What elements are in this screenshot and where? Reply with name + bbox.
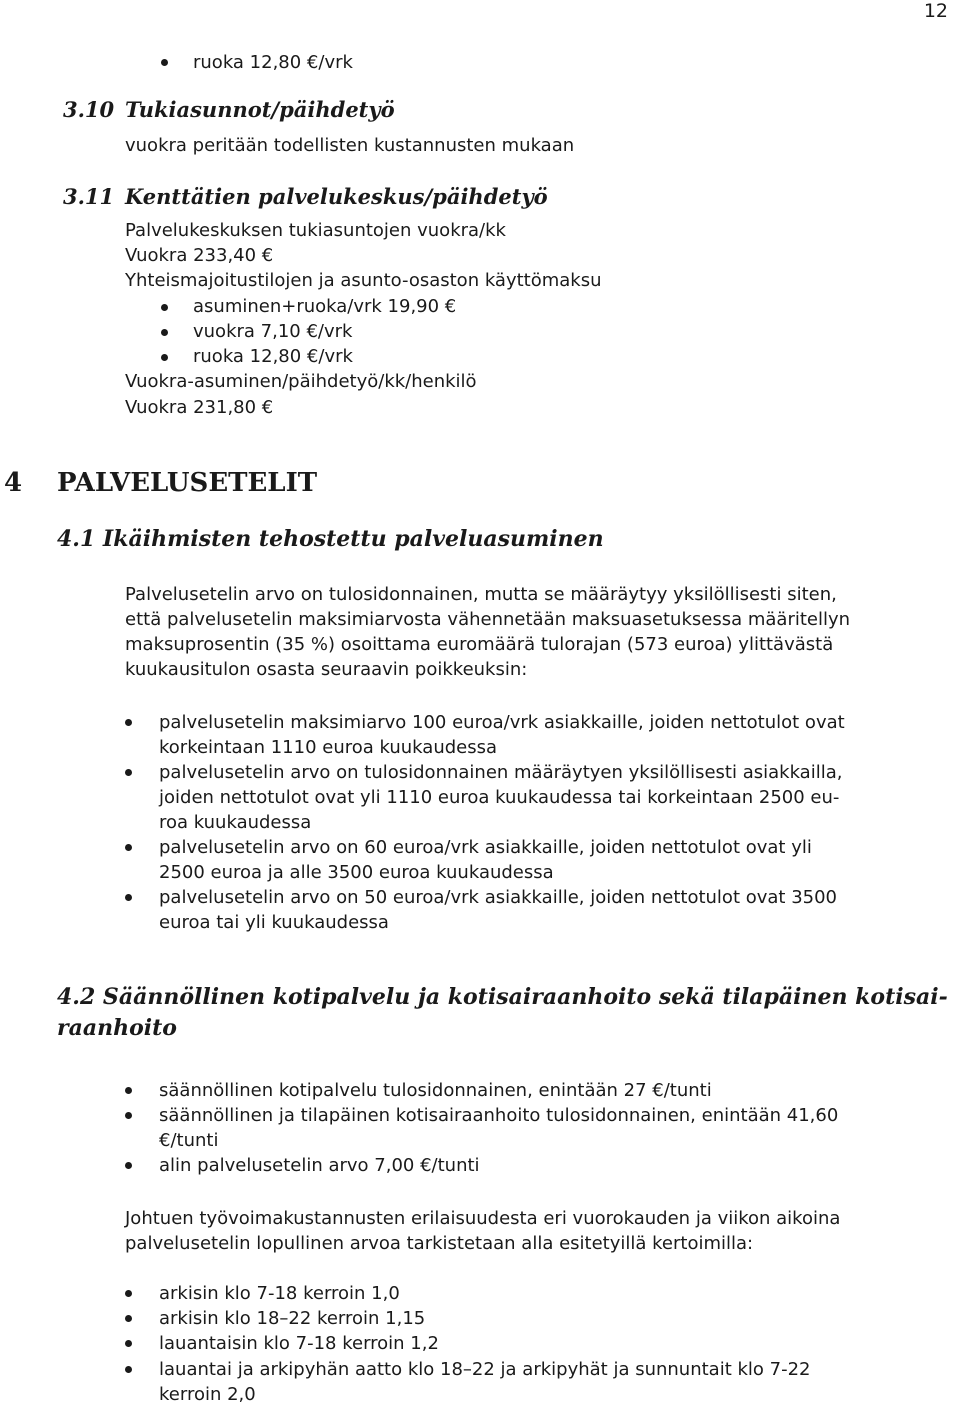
section-4-2-bullet: säännöllinen ja tilapäinen kotisairaanhoito tulosidonnainen, enintään 41,60: [159, 1105, 839, 1126]
section-3-11-line: Vuokra 233,40 €: [125, 245, 274, 266]
section-3-11-bullet: ruoka 12,80 €/vrk: [193, 346, 353, 367]
section-4-1-paragraph: maksuprosentin (35 %) osoittama euromäärä tulorajan (573 euroa) ylittävästä: [125, 634, 834, 655]
section-4-2-title: 4.2 Säännöllinen kotipalvelu ja kotisairaanhoito sekä tilapäinen kotisai-: [57, 984, 948, 1010]
section-3-11-line: Vuokra-asuminen/päihdetyö/kk/henkilö: [125, 371, 477, 392]
bullet-icon: [161, 304, 168, 311]
section-3-11-bullet: asuminen+ruoka/vrk 19,90 €: [193, 296, 457, 317]
bullet-icon: [125, 1366, 132, 1373]
bullet-icon: [125, 1162, 132, 1169]
coefficient-item: lauantaisin klo 7-18 kerroin 1,2: [159, 1333, 439, 1354]
section-4-1-bullet: euroa tai yli kuukaudessa: [159, 912, 389, 933]
section-4-1-paragraph: kuukausitulon osasta seuraavin poikkeuksin:: [125, 659, 528, 680]
coefficient-item: arkisin klo 18–22 kerroin 1,15: [159, 1308, 426, 1329]
chapter-4-title: PALVELUSETELIT: [57, 468, 318, 498]
section-3-11-line: Vuokra 231,80 €: [125, 397, 274, 418]
page-number: 12: [923, 0, 948, 22]
bullet-icon: [161, 59, 168, 66]
bullet-icon: [125, 1315, 132, 1322]
section-4-2-bullet: €/tunti: [159, 1130, 219, 1151]
section-3-11-number: 3.11: [63, 184, 115, 209]
bullet-icon: [125, 1290, 132, 1297]
section-4-1-bullet: palvelusetelin arvo on 50 euroa/vrk asiakkaille, joiden nettotulot ovat 3500: [159, 887, 838, 908]
section-4-1-bullet: palvelusetelin arvo on tulosidonnainen määräytyen yksilöllisesti asiakkailla,: [159, 762, 843, 783]
section-4-1-bullet: palvelusetelin maksimiarvo 100 euroa/vrk asiakkaille, joiden nettotulot ovat: [159, 712, 845, 733]
section-4-1-bullet: korkeintaan 1110 euroa kuukaudessa: [159, 737, 498, 758]
section-4-2-bullet: alin palvelusetelin arvo 7,00 €/tunti: [159, 1155, 480, 1176]
coefficient-item: arkisin klo 7-18 kerroin 1,0: [159, 1283, 400, 1304]
chapter-4-number: 4: [4, 468, 23, 498]
section-3-11-bullet: vuokra 7,10 €/vrk: [193, 321, 353, 342]
section-4-2-title: raanhoito: [57, 1015, 177, 1041]
bullet-icon: [161, 329, 168, 336]
bullet-icon: [161, 354, 168, 361]
bullet-icon: [125, 719, 132, 726]
bullet-icon: [125, 1112, 132, 1119]
section-4-1-bullet: palvelusetelin arvo on 60 euroa/vrk asiakkaille, joiden nettotulot ovat yli: [159, 837, 812, 858]
section-3-10-text: vuokra peritään todellisten kustannusten mukaan: [125, 135, 575, 156]
bullet-icon: [125, 894, 132, 901]
section-3-11-line: Yhteismajoitustilojen ja asunto-osaston käyttömaksu: [125, 270, 602, 291]
coefficient-item: lauantai ja arkipyhän aatto klo 18–22 ja arkipyhät ja sunnuntait klo 7-22: [159, 1359, 811, 1380]
section-4-2-paragraph: palvelusetelin lopullinen arvoa tarkistetaan alla esitetyillä kertoimilla:: [125, 1233, 754, 1254]
section-4-2-bullet: säännöllinen kotipalvelu tulosidonnainen, enintään 27 €/tunti: [159, 1080, 712, 1101]
section-4-1-title: 4.1 Ikäihmisten tehostettu palveluasuminen: [57, 526, 604, 552]
section-4-1-paragraph: että palvelusetelin maksimiarvosta vähennetään maksuasetuksessa määritellyn: [125, 609, 851, 630]
top-list-item: ruoka 12,80 €/vrk: [193, 52, 353, 73]
section-4-1-bullet: joiden nettotulot ovat yli 1110 euroa kuukaudessa tai korkeintaan 2500 eu-: [159, 787, 840, 808]
section-4-2-paragraph: Johtuen työvoimakustannusten erilaisuudesta eri vuorokauden ja viikon aikoina: [125, 1208, 841, 1229]
section-4-1-bullet: 2500 euroa ja alle 3500 euroa kuukaudessa: [159, 862, 554, 883]
section-3-10-number: 3.10: [63, 97, 115, 122]
section-4-1-paragraph: Palvelusetelin arvo on tulosidonnainen, mutta se määräytyy yksilöllisesti siten,: [125, 584, 837, 605]
section-3-10-title: Tukiasunnot/päihdetyö: [125, 97, 395, 122]
coefficient-item: kerroin 2,0: [159, 1384, 256, 1405]
bullet-icon: [125, 1340, 132, 1347]
section-3-11-line: Palvelukeskuksen tukiasuntojen vuokra/kk: [125, 220, 506, 241]
bullet-icon: [125, 844, 132, 851]
bullet-icon: [125, 769, 132, 776]
bullet-icon: [125, 1087, 132, 1094]
section-4-1-bullet: roa kuukaudessa: [159, 812, 312, 833]
section-3-11-title: Kenttätien palvelukeskus/päihdetyö: [125, 184, 548, 209]
